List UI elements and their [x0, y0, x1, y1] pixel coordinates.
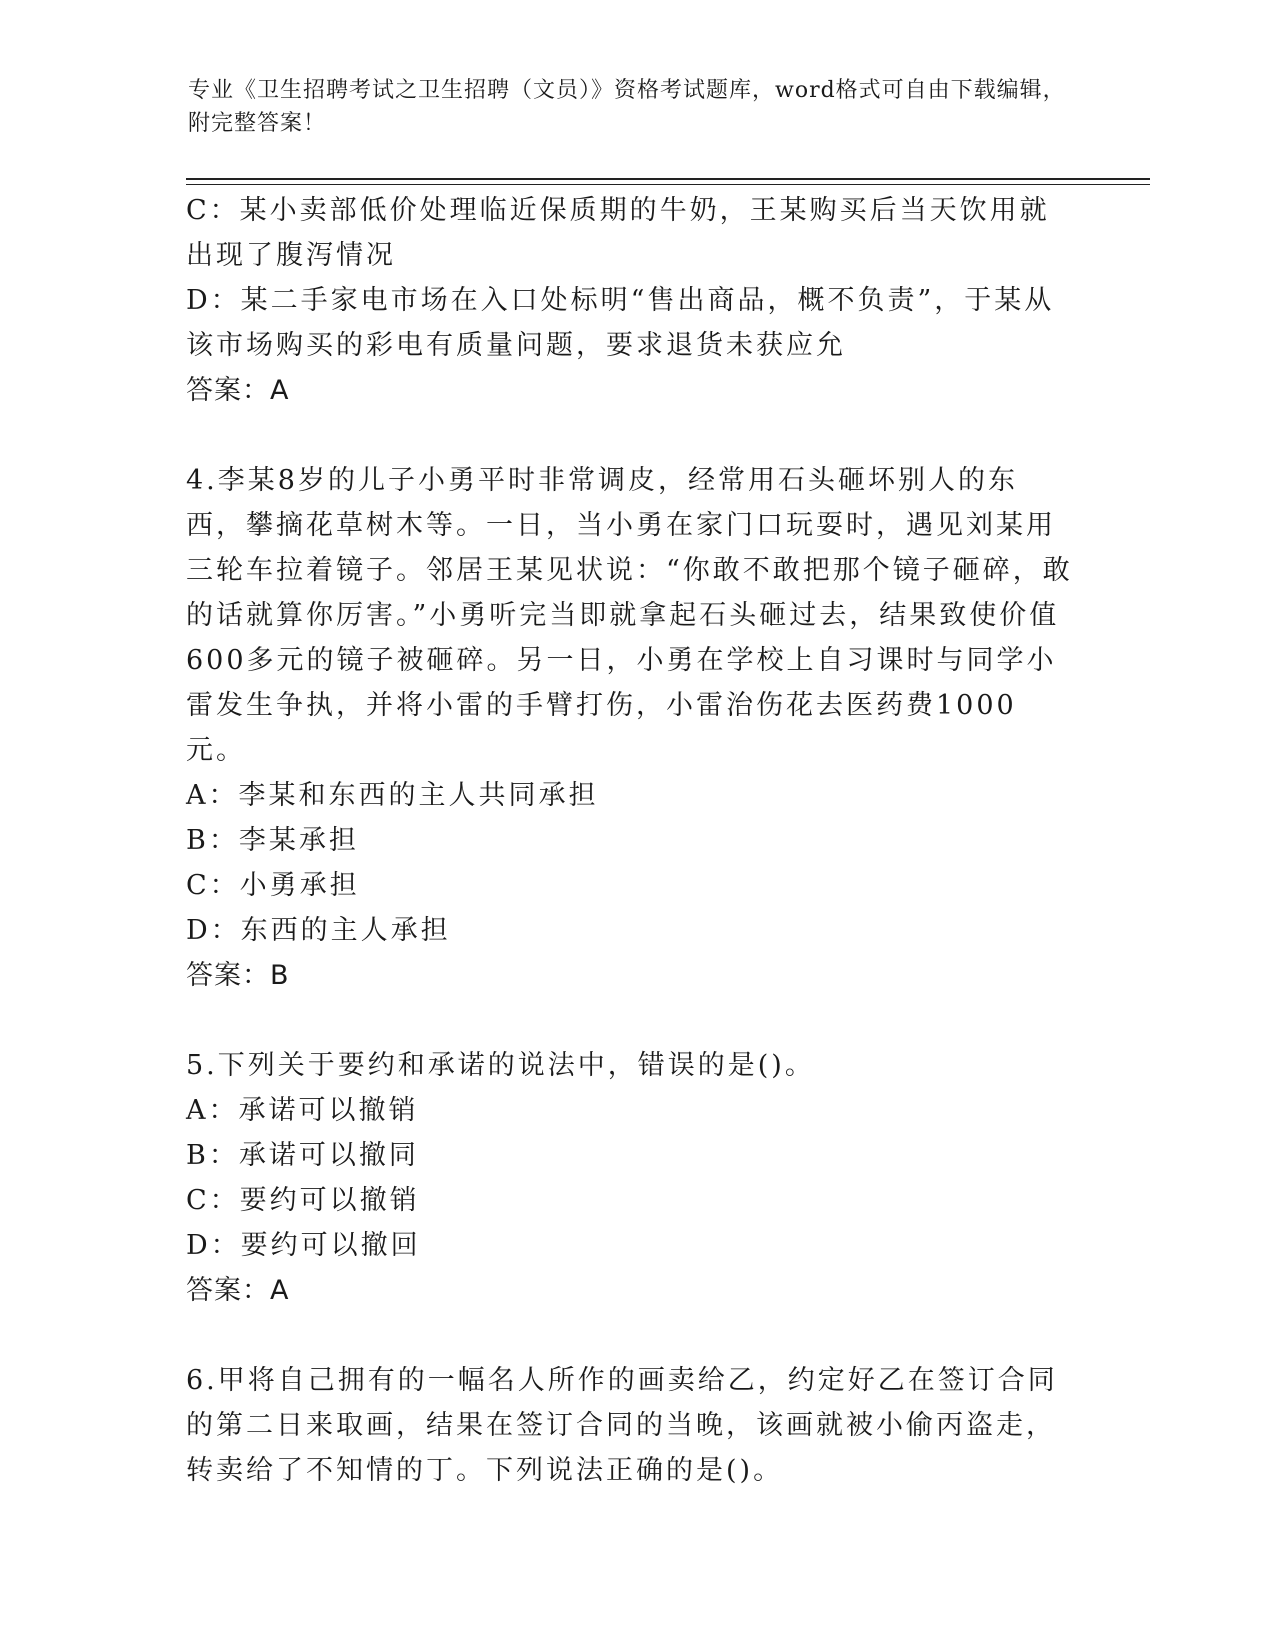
- document-header: 专业《卫生招聘考试之卫生招聘（文员）》资格考试题库，word格式可自由下载编辑，附完整答案！: [188, 78, 1066, 136]
- document-body: [186, 188, 1076, 1493]
- spacer: [186, 998, 1076, 1043]
- option-a: A：承诺可以撤销: [186, 1095, 419, 1126]
- option-b: B：李某承担: [186, 825, 359, 856]
- option-c: C：某小卖部低价处理临近保质期的牛奶，王某购买后当天饮用就出现了腹泻情况: [186, 195, 1050, 271]
- question-stem: 4.李某8岁的儿子小勇平时非常调皮，经常用石头砸坏别人的东西，攀摘花草树木等。一日，当小勇在家门口玩耍时，遇见刘某用三轮车拉着镜子。邻居王某见状说：“你敢不敢把那个镜子砸碎，敢的话就算你厉害。”小勇听完当即就拿起石头砸过去，结果致使价值600多元的镜子被砸碎。另一日，小勇在学校上自习课时与同学小雷发生争执，并将小雷的手臂打伤，小雷治伤花去医药费1000元。: [186, 465, 1073, 766]
- answer-line: 答案：B: [186, 960, 290, 991]
- question-6-block: [186, 1358, 1076, 1493]
- spacer: [186, 1313, 1076, 1358]
- option-b: B：承诺可以撤同: [186, 1140, 419, 1171]
- answer-line: 答案：A: [186, 1275, 290, 1306]
- option-d: D：东西的主人承担: [186, 915, 451, 946]
- option-a: A：李某和东西的主人共同承担: [186, 780, 599, 811]
- option-c: C：要约可以撤销: [186, 1185, 420, 1216]
- question-5-block: [186, 1043, 1076, 1313]
- question-4-block: [186, 458, 1076, 998]
- answer-line: 答案：A: [186, 375, 290, 406]
- spacer: [186, 413, 1076, 458]
- option-d: D：要约可以撤回: [186, 1230, 421, 1261]
- header-rule-thin: [186, 184, 1150, 185]
- header-rule-thick: [186, 178, 1150, 180]
- question-stem: 6.甲将自己拥有的一幅名人所作的画卖给乙，约定好乙在签订合同的第二日来取画，结果在签订合同的当晚，该画就被小偷丙盗走，转卖给了不知情的丁。下列说法正确的是()。: [186, 1365, 1058, 1486]
- prev-question-block: [186, 188, 1076, 413]
- option-c: C：小勇承担: [186, 870, 360, 901]
- question-stem: 5.下列关于要约和承诺的说法中，错误的是()。: [186, 1050, 815, 1081]
- option-d: D：某二手家电市场在入口处标明“售出商品，概不负责”，于某从该市场购买的彩电有质量问题，要求退货未获应允: [186, 285, 1055, 361]
